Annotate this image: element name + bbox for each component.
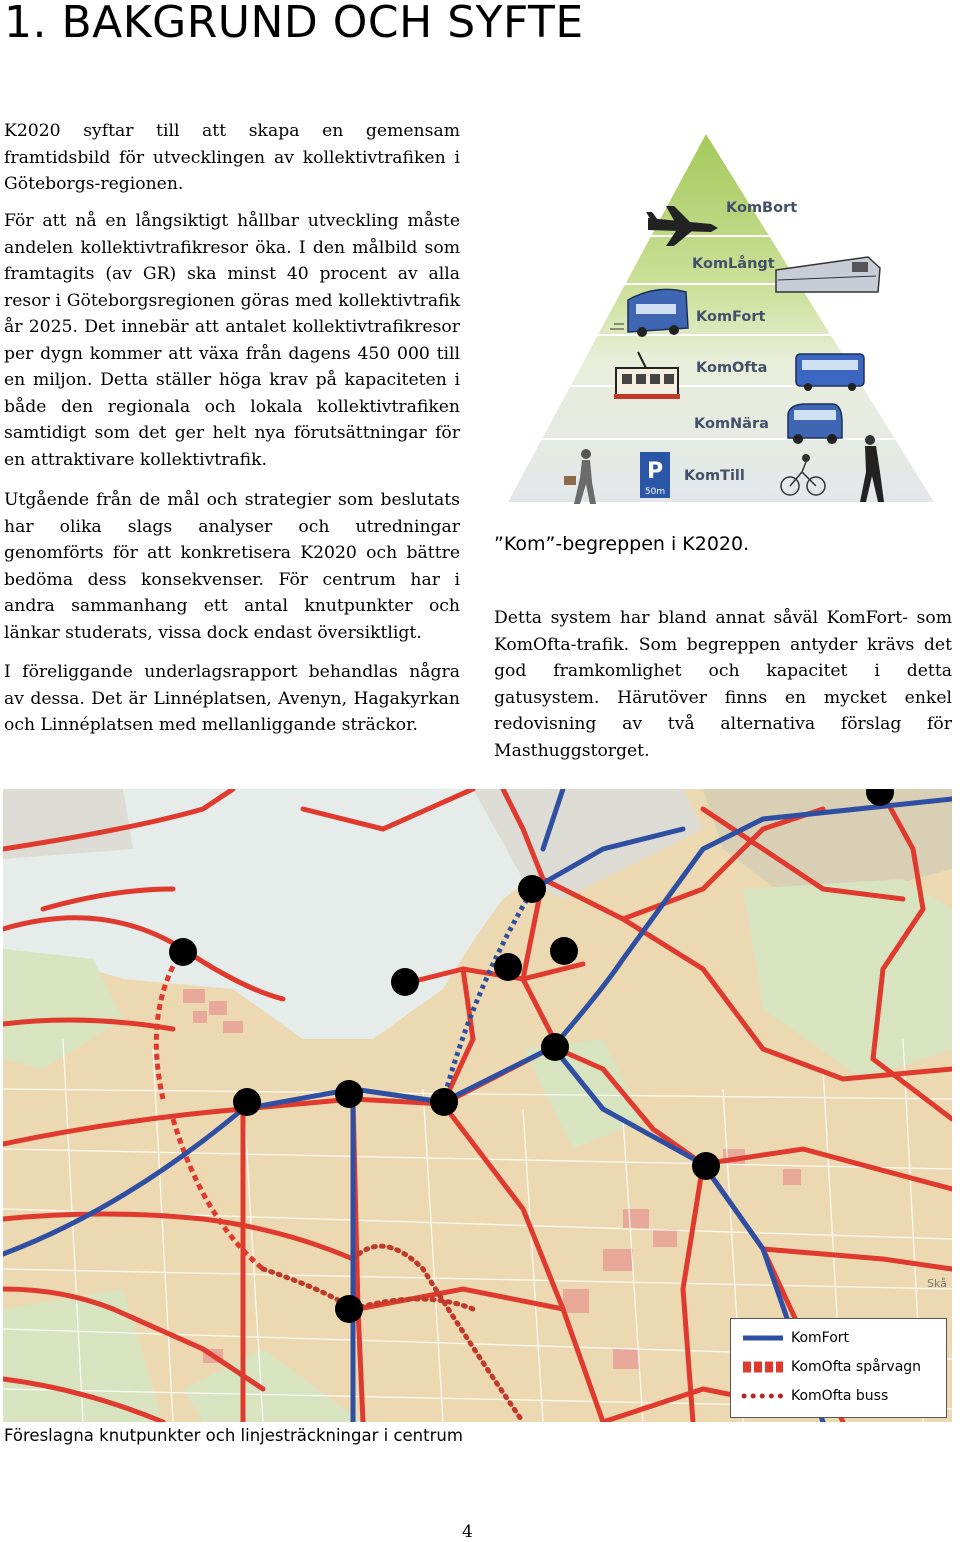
paragraph-goal: För att nå en långsiktigt hållbar utveckling måste andelen kollektivtrafikresor öka. I den målbild som framtagits (av GR) ska minst 40 procent av alla resor i Göteborgsregionen göras med kollektivtrafik år 2025. Det innebär att antalet kollektivtrafikresor per dygn kommer att växa från dagens 450 000 till en miljon. Detta ställer höga krav på kapaciteten i både den regionala och lokala kollektivtrafiken samtidigt som det ger helt nya förutsättningar för en attraktivare kollektivtrafik. — [4, 211, 460, 470]
svg-text:50m: 50m — [644, 487, 666, 497]
node-centralen — [518, 875, 546, 903]
legend-buss-swatch — [741, 1386, 785, 1406]
level-label-komofta: KomOfta — [696, 360, 768, 376]
map-edge-label: Skå — [927, 1277, 947, 1290]
city-bus-icon — [796, 354, 864, 391]
node-stigberget — [233, 1088, 261, 1116]
node-lindholmen — [169, 938, 197, 966]
pyramid-caption: ”Kom”-begreppen i K2020. — [494, 533, 750, 555]
map-legend — [730, 1318, 947, 1418]
page-number: 4 — [462, 1522, 473, 1542]
legend-komfort-swatch — [741, 1328, 785, 1348]
level-label-komlangt: KomLångt — [692, 256, 775, 272]
node-nordstan — [550, 937, 578, 965]
paragraph-komfort: Detta system har bland annat såväl KomFort- som KomOfta-trafik. Som begreppen antyder krävs det god framkomlighet och kapacitet i detta gatusystem. Härutöver finns en mycket enkel redovisning av två alternativa förslag för Masthuggstorget. — [494, 608, 952, 761]
paragraph-analysis: Utgående från de mål och strategier som beslutats har olika slags analyser och utredningar genomförts för att konkretisera K2020 och bättre bedöma dess konsekvenser. För centrum har i andra sammanhang ett antal knutpunkter och länkar studerats, vissa dock endast översiktligt. — [4, 490, 460, 643]
level-label-komnara: KomNära — [694, 416, 769, 432]
node-kungsportsplatsen — [541, 1033, 569, 1061]
paragraph-intro: K2020 syftar till att skapa en gemensam framtidsbild för utvecklingen av kollektivtrafiken i Göteborgs-regionen. — [4, 121, 460, 194]
node-jarntorget — [430, 1088, 458, 1116]
node-brunnsparken — [494, 953, 522, 981]
legend-item-komfort: KomFort — [741, 1328, 941, 1348]
node-lilla-bommen — [391, 968, 419, 996]
level-label-kombort: KomBort — [726, 200, 798, 216]
level-label-komtill: KomTill — [684, 468, 745, 484]
map-caption: Föreslagna knutpunkter och linjesträckningar i centrum — [4, 1426, 463, 1445]
legend-sparvagn-swatch — [741, 1357, 785, 1377]
level-label-komfort: KomFort — [696, 309, 766, 325]
svg-text:P: P — [646, 459, 664, 484]
legend-item-komofta-sparvagn: KomOfta spårvagn — [741, 1357, 941, 1377]
node-linneplatsen — [335, 1295, 363, 1323]
train-icon — [776, 257, 880, 292]
legend-item-komofta-buss: KomOfta buss — [741, 1386, 941, 1406]
node-korsvagen — [692, 1152, 720, 1180]
node-masthuggstorget — [335, 1080, 363, 1108]
kom-pyramid-figure — [506, 132, 936, 504]
minibus-icon — [788, 404, 842, 444]
paragraph-report: I föreliggande underlagsrapport behandlas några av dessa. Det är Linnéplatsen, Avenyn, Hagakyrkan och Linnéplatsen med mellanliggande sträckor. — [4, 662, 460, 735]
parking-sign-icon — [640, 452, 670, 498]
page-title: 1. BAKGRUND OCH SYFTE — [4, 0, 584, 48]
